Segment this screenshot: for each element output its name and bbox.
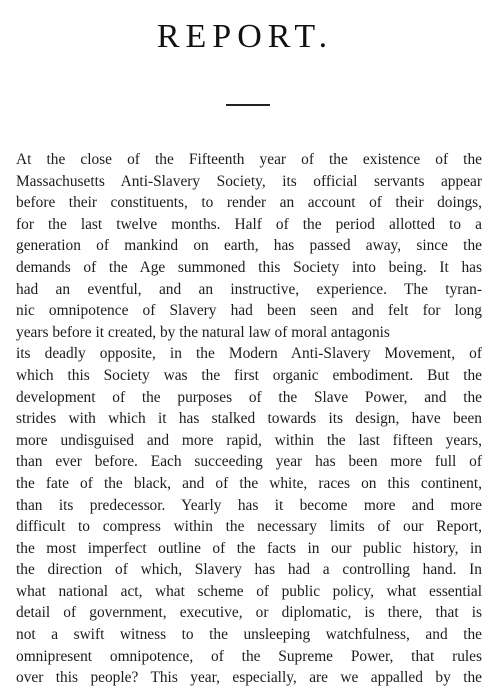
text-line: before their constituents, to render an account of their doings, <box>16 194 482 212</box>
text-line: more undisguised and more rapid, within the last fifteen years, <box>16 431 482 449</box>
text-line: the most imperfect outline of the facts in our public history, in <box>16 539 482 557</box>
text-line: than its predecessor. Yearly has it become more and more <box>16 496 482 514</box>
text-line: for the last twelve months. Half of the period allotted to a <box>16 215 482 233</box>
text-line: over this people? This year, especially, are we appalled by the <box>16 669 482 687</box>
text-line: than ever before. Each succeeding year has been more full of <box>16 453 482 471</box>
text-line: strides with which it has stalked towards its design, have been <box>16 410 482 428</box>
title-divider <box>226 104 270 106</box>
text-line: development of the purposes of the Slave Power, and the <box>16 388 482 406</box>
text-line: omnipresent omnipotence, of the Supreme Power, that rules <box>16 647 482 665</box>
text-line: difficult to compress within the necessary limits of our Report, <box>16 518 482 536</box>
text-line: detail of government, executive, or diplomatic, is there, that is <box>16 604 482 622</box>
text-line: demands of the Age summoned this Society into being. It has <box>16 258 482 276</box>
text-line: the fate of the black, and of the white, races on this continent, <box>16 474 482 492</box>
text-line: Massachusetts Anti-Slavery Society, its official servants appear <box>16 172 482 190</box>
text-line: generation of mankind on earth, has passed away, since the <box>16 237 482 255</box>
page-title: REPORT. <box>156 18 334 55</box>
text-line: the direction of which, Slavery has had a controlling hand. In <box>16 561 482 579</box>
text-line: what national act, what scheme of public policy, what essential <box>16 582 482 600</box>
text-line: had an eventful, and an instructive, experience. The tyran- <box>16 280 482 298</box>
text-line: not a swift witness to the unsleeping watchfulness, and the <box>16 626 482 644</box>
text-line: years before it created, by the natural law of moral antagonis <box>16 323 390 341</box>
text-line: which this Society was the first organic embodiment. But the <box>16 366 482 384</box>
text-line: At the close of the Fifteenth year of the existence of the <box>16 151 482 168</box>
text-line: its deadly opposite, in the Modern Anti-Slavery Movement, of <box>16 345 482 363</box>
text-line: nic omnipotence of Slavery had been seen and felt for long <box>16 302 482 320</box>
report-body <box>16 149 482 689</box>
